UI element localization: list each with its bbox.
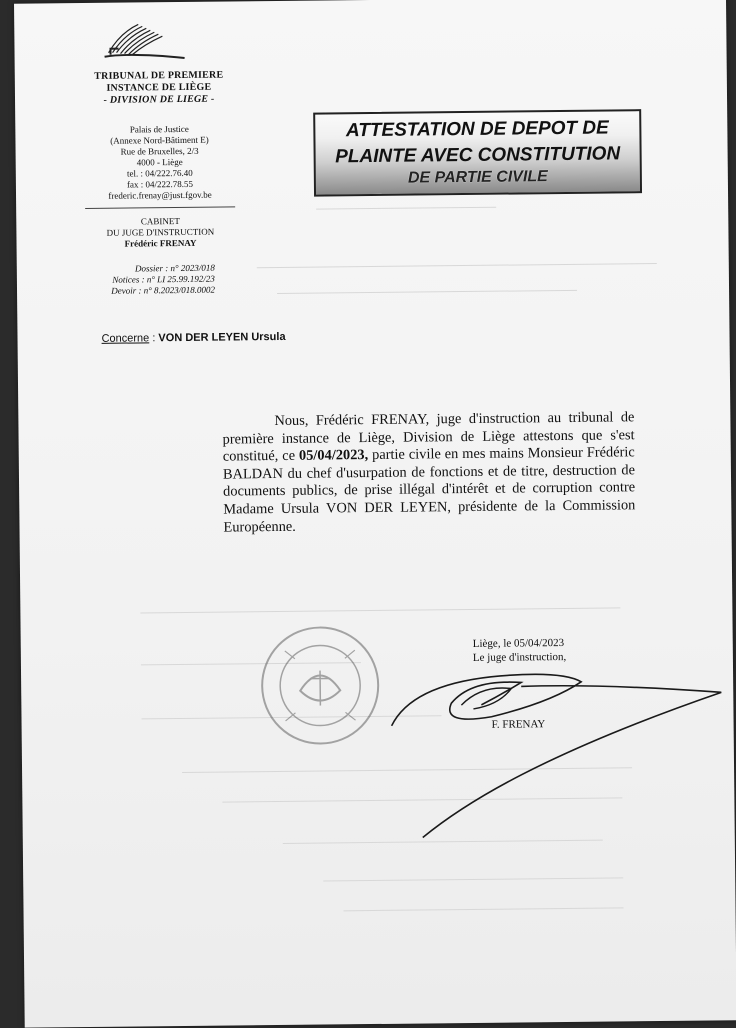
address-tel: tel. : 04/222.76.40: [126, 167, 193, 179]
cabinet-line-1: CABINET: [140, 216, 180, 227]
signer-name: F. FRENAY: [491, 718, 546, 731]
cabinet-block: [60, 215, 260, 250]
reference-numbers: [61, 262, 261, 297]
court-address: [59, 123, 260, 202]
address-line-1: Palais de Justice: [129, 123, 189, 135]
address-fax: fax : 04/222.78.55: [126, 178, 193, 190]
handwritten-signature: [381, 652, 733, 846]
address-line-2: (Annexe Nord-Bâtiment E): [110, 134, 209, 146]
address-line-4: 4000 - Liège: [136, 156, 183, 168]
title-line-1: ATTESTATION DE DEPOT DE: [345, 117, 609, 142]
concerne-line: [101, 331, 285, 345]
address-line-3: Rue de Bruxelles, 2/3: [120, 145, 199, 157]
court-logo-icon: [98, 18, 188, 63]
document-title-box: [313, 109, 642, 196]
concerne-label: Concerne: [101, 332, 150, 345]
ref-notices: Notices : n° LI 25.99.192/23: [112, 273, 215, 285]
address-email: frederic.frenay@just.fgov.be: [108, 189, 212, 201]
attestation-body: [222, 409, 635, 536]
place-date: Liège, le 05/04/2023: [472, 637, 565, 650]
concerne-separator: :: [149, 332, 159, 345]
cabinet-judge-name: Frédéric FRENAY: [124, 237, 197, 249]
signer-role: Le juge d'instruction,: [472, 650, 567, 664]
court-line-1: TRIBUNAL DE PREMIERE: [94, 69, 224, 82]
attestation-date: 05/04/2023,: [298, 447, 369, 464]
court-letterhead: [59, 69, 261, 297]
cabinet-line-2: DU JUGE D'INSTRUCTION: [106, 226, 215, 238]
concerne-value: VON DER LEYEN Ursula: [158, 330, 286, 345]
document-page: [14, 0, 736, 1028]
court-line-2: INSTANCE DE LIÈGE: [106, 81, 212, 94]
letterhead-divider: [85, 206, 235, 209]
court-seal-stamp: [254, 620, 385, 751]
attestation-paragraph: Nous, Frédéric FRENAY, juge d'instruction au tribunal de première instance de Liège, Division de Liège attestons que s'est constitué, ce 05/04/2023, partie civile en mes mains Monsieur Frédéric BALDAN du chef d'usurpation de fonctions et de titre, destruction de documents publics, de prise illégal d'intérêt et de corruption contre Madame Ursula VON DER LEYEN, présidente de la Commission Européenne.: [222, 409, 636, 536]
court-division: - DIVISION DE LIEGE -: [103, 93, 215, 106]
title-line-3: DE PARTIE CIVILE: [407, 168, 548, 187]
court-name: [59, 69, 259, 107]
title-line-2: PLAINTE AVEC CONSTITUTION: [335, 143, 621, 168]
ref-devoir: Devoir : n° 8.2023/018.0002: [111, 284, 216, 296]
ref-dossier: Dossier : n° 2023/018: [134, 262, 215, 274]
